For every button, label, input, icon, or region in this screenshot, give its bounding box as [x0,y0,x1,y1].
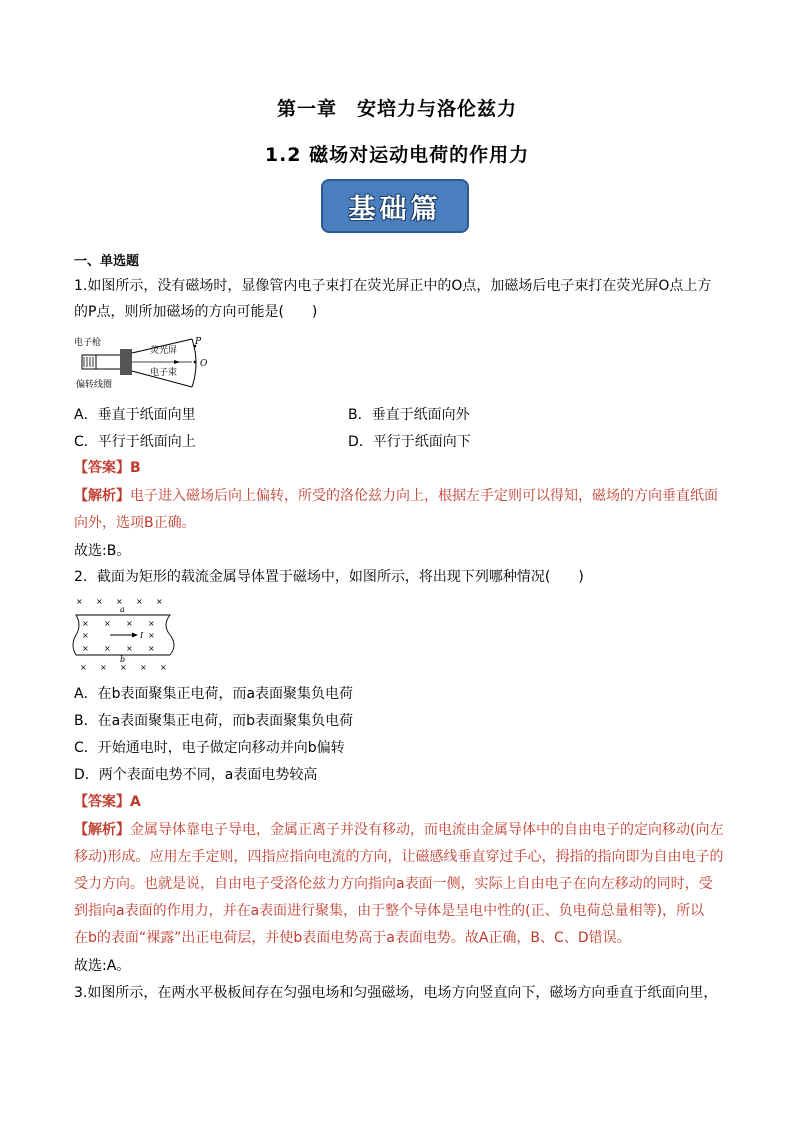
svg-text:×: × [148,644,155,653]
crt-figure [74,335,214,391]
svg-text:×: × [148,619,155,628]
q1-option-b[interactable]: B．垂直于纸面向外 [348,407,470,423]
label-p: P [195,337,202,347]
q2-option-b[interactable]: B．在a表面聚集正电荷，而b表面聚集负电荷 [74,713,354,729]
svg-text:×: × [126,619,133,628]
svg-text:×: × [100,663,107,672]
q2-analysis-line2: 移动)形成。应用左手定则，四指应指向电流的方向，让磁感线垂直穿过手心，拇指的指向即为自由电子的 [74,849,724,865]
svg-text:×: × [160,663,167,672]
svg-text:×: × [80,663,87,672]
chapter-title: 第一章 安培力与洛伦兹力 [276,98,517,120]
svg-text:×: × [82,631,89,640]
q1-answer: 【答案】B [74,460,141,476]
svg-text:×: × [116,597,123,606]
q2-analysis-line1 [74,820,723,840]
q2-analysis-text1: 金属导体靠电子导电，金属正离子并没有移动，而电流由金属导体中的自由电子的定向移动(向左 [130,822,724,838]
question-type-heading: 一、单选题 [74,254,140,269]
q2-option-a[interactable]: A．在b表面聚集正电荷，而a表面聚集负电荷 [74,686,354,702]
svg-text:×: × [104,644,111,653]
svg-text:×: × [120,663,127,672]
svg-text:×: × [126,644,133,653]
q1-stem-line2: 的P点，则所加磁场的方向可能是( ) [74,304,318,320]
q1-analysis-line2: 向外，选项B正确。 [74,515,196,531]
q1-analysis-line1 [74,486,718,506]
svg-text:×: × [104,619,111,628]
svg-text:×: × [82,619,89,628]
svg-text:×: × [156,597,163,606]
q2-answer: 【答案】A [74,794,141,810]
section-title: 1.2 磁场对运动电荷的作用力 [264,144,530,166]
q1-option-c[interactable]: C．平行于纸面向上 [74,434,196,450]
label-b: b [120,655,126,664]
label-beam: 电子束 [150,368,178,378]
q2-option-c[interactable]: C．开始通电时，电子做定向移动并向b偏转 [74,740,345,756]
q1-analysis-tag: 【解析】 [74,488,130,504]
q2-stem: 2．截面为矩形的载流金属导体置于磁场中，如图所示，将出现下列哪种情况( ) [74,569,584,585]
svg-text:×: × [140,663,147,672]
svg-text:×: × [148,631,155,640]
q2-analysis-line5: 在b的表面“裸露”出正电荷层，并使b表面电势高于a表面电势。故A正确，B、C、D错误。 [74,930,631,946]
svg-text:×: × [136,597,143,606]
label-screen: 荧光屏 [150,346,178,356]
deflection-coil [120,349,132,375]
q3-stem-line1: 3.如图所示，在两水平极板间存在匀强电场和匀强磁场，电场方向竖直向下，磁场方向垂直于纸面向里， [74,985,718,1001]
label-o: O [200,359,208,369]
level-badge: 基础篇 [321,179,469,233]
q1-option-a[interactable]: A．垂直于纸面向里 [74,407,196,423]
q1-analysis-text1: 电子进入磁场后向上偏转，所受的洛伦兹力向上，根据左手定则可以得知，磁场的方向垂直纸面 [130,488,718,504]
q2-option-d[interactable]: D．两个表面电势不同，a表面电势较高 [74,767,318,783]
label-a: a [120,605,125,614]
q1-option-d[interactable]: D．平行于纸面向下 [348,434,471,450]
label-i: I [140,631,144,640]
label-coil: 偏转线圈 [76,380,113,390]
q2-analysis-line4: 到指向a表面的作用力，并在a表面进行聚集，由于整个导体是呈电中性的(正、负电荷总量相等)，所以 [74,903,705,919]
label-gun: 电子枪 [74,338,102,348]
q2-analysis-tag: 【解析】 [74,822,130,838]
q1-choose: 故选:B。 [74,543,131,559]
q2-analysis-line3: 受力方向。也就是说，自由电子受洛伦兹力方向指向a表面一侧，实际上自由电子在向左移动的同时，受 [74,876,713,892]
svg-text:×: × [96,597,103,606]
q2-choose: 故选:A。 [74,958,131,974]
svg-text:×: × [76,597,83,606]
svg-text:×: × [82,644,89,653]
q1-stem-line1: 1.如图所示，没有磁场时，显像管内电子束打在荧光屏正中的O点，加磁场后电子束打在荧光屏O点上方 [74,278,712,294]
conductor-figure [70,595,182,673]
